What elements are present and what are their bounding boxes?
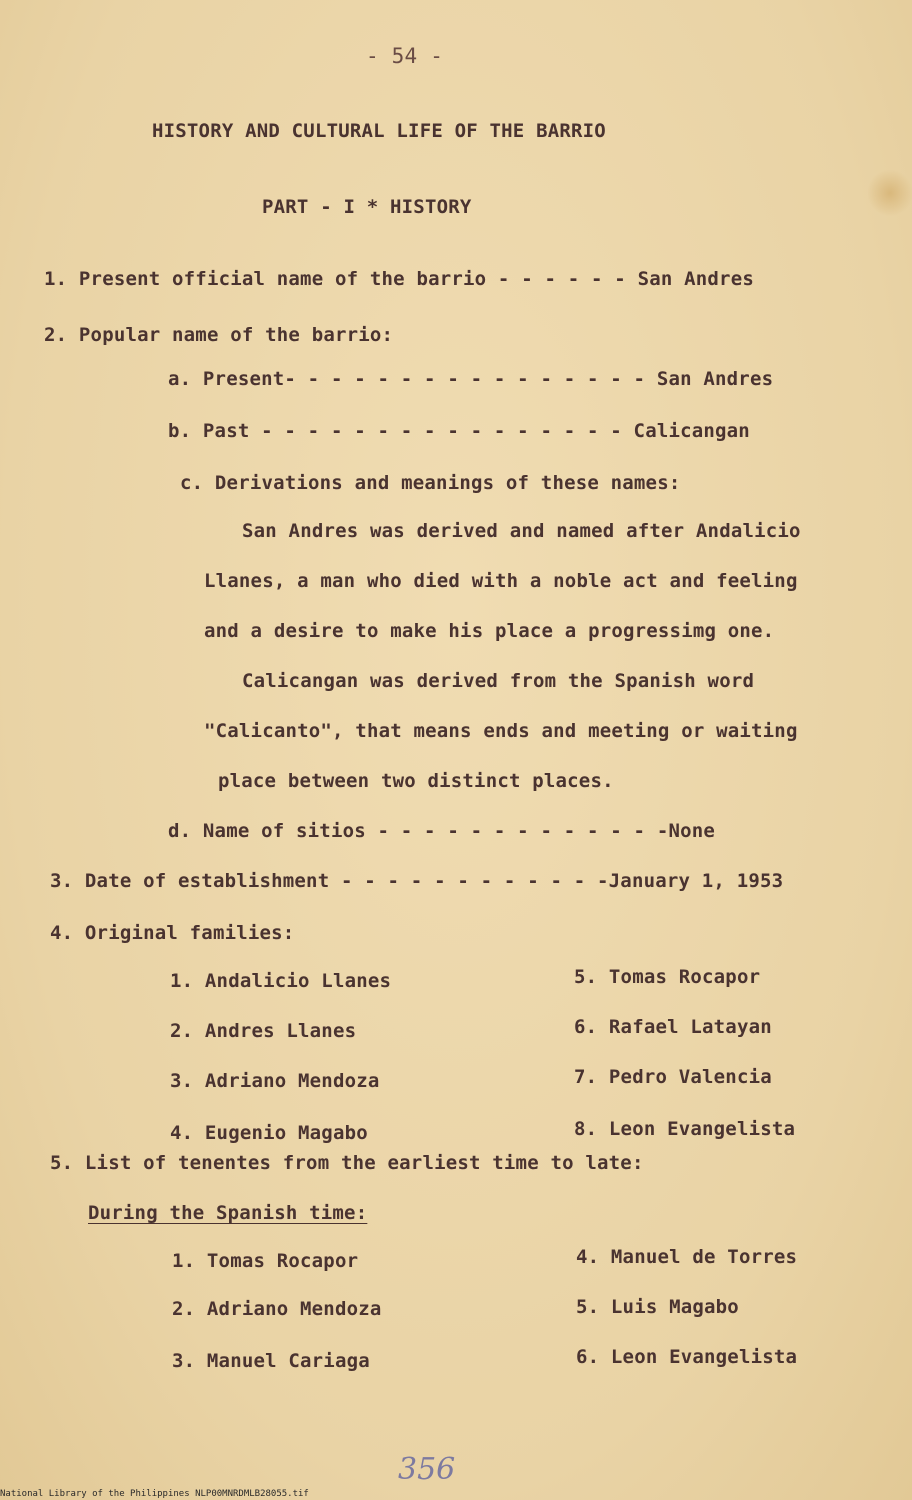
derivation-line: and a desire to make his place a progressimg one. (204, 620, 775, 642)
item-1-official-name: 1. Present official name of the barrio - - - - - - San Andres (44, 268, 754, 290)
item-2d-sitios: d. Name of sitios - - - - - - - - - - - - -None (168, 820, 716, 842)
family-entry: 1. Andalicio Llanes (170, 970, 392, 992)
family-entry: 2. Andres Llanes (170, 1020, 357, 1042)
item-5-tenentes-list: 5. List of tenentes from the earliest time to late: (50, 1152, 644, 1174)
derivation-line: "Calicanto", that means ends and meeting or waiting (204, 720, 798, 742)
derivation-line: San Andres was derived and named after Andalicio (242, 520, 801, 542)
tenente-entry: 4. Manuel de Torres (576, 1246, 798, 1268)
archive-footer: National Library of the Philippines NLP00MNRDMLB28055.tif (0, 1489, 309, 1499)
derivation-line: Calicangan was derived from the Spanish word (242, 670, 755, 692)
family-entry: 7. Pedro Valencia (574, 1066, 772, 1088)
item-2c-derivations: c. Derivations and meanings of these names: (180, 472, 681, 494)
tenente-entry: 3. Manuel Cariaga (172, 1350, 370, 1372)
family-entry: 6. Rafael Latayan (574, 1016, 772, 1038)
tenente-entry: 5. Luis Magabo (576, 1296, 739, 1318)
item-2-popular-name: 2. Popular name of the barrio: (44, 324, 394, 346)
item-2a-present: a. Present- - - - - - - - - - - - - - - - San Andres (168, 368, 774, 390)
page-number: - 54 - (366, 44, 444, 68)
tenente-entry: 1. Tomas Rocapor (172, 1250, 359, 1272)
item-4-original-families: 4. Original families: (50, 922, 295, 944)
item-3-date-established: 3. Date of establishment - - - - - - - - - - - -January 1, 1953 (50, 870, 784, 892)
handwritten-page-number: 356 (398, 1452, 456, 1487)
spanish-time-heading: During the Spanish time: (88, 1202, 368, 1224)
family-entry: 5. Tomas Rocapor (574, 966, 761, 988)
paper-stain (868, 168, 912, 218)
tenente-entry: 6. Leon Evangelista (576, 1346, 798, 1368)
tenente-entry: 2. Adriano Mendoza (172, 1298, 382, 1320)
family-entry: 4. Eugenio Magabo (170, 1122, 368, 1144)
family-entry: 3. Adriano Mendoza (170, 1070, 380, 1092)
document-title: HISTORY AND CULTURAL LIFE OF THE BARRIO (152, 120, 606, 142)
family-entry: 8. Leon Evangelista (574, 1118, 796, 1140)
derivation-line: place between two distinct places. (218, 770, 614, 792)
item-2b-past: b. Past - - - - - - - - - - - - - - - - Calicangan (168, 420, 750, 442)
part-heading: PART - I * HISTORY (262, 196, 472, 218)
derivation-line: Llanes, a man who died with a noble act and feeling (204, 570, 798, 592)
